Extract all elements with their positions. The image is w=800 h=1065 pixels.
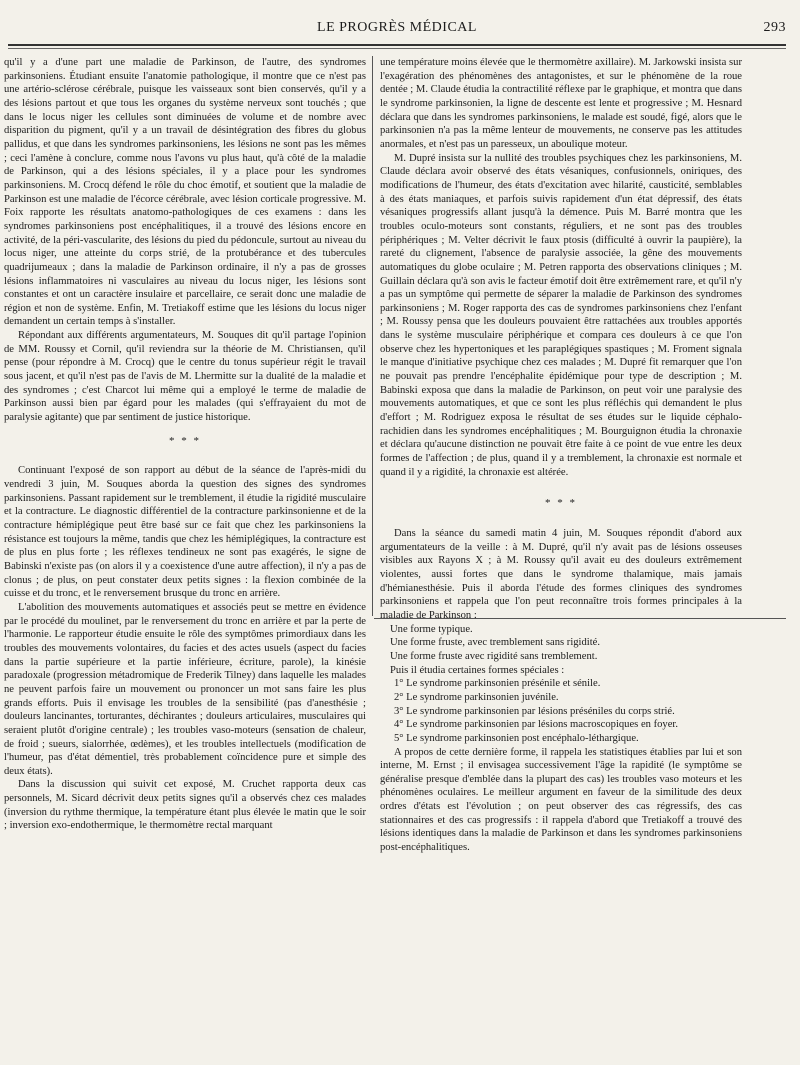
list-item: Puis il étudia certaines formes spéciales : — [390, 664, 565, 676]
journal-title: LE PROGRÈS MÉDICAL — [317, 20, 477, 35]
paragraph: qu'il y a d'une part une maladie de Parkinson, de l'autre, des syndromes parkinsoniens. Étudiant ensuite l'anatomie pathologique, il montre que ce n'est pas une artério-sclérose cérébrale, puisque les vaisseaux sont bien conservés, qu'il y a des lésions partout et que tous les organes du système nerveux sont touchés ; que dans le locus niger les cellules sont diminuées de volume et de nombre avec disparition du pigment, qu'il y a un travail de désintégration des fibres du globus pallidus, et que dans les syndromes parkinsoniens, les lésions ne sont pas les mêmes ; ceci l'amène à conclure, comme nous l'avons vu plus haut, qu'à côté de la maladie de Parkinson, qui a des lésions spéciales, il y a place pour les syndromes parkinsoniens. M. Crocq défend le rôle du choc émotif, et soutient que la maladie de Parkinson est une maladie de l'écorce cérébrale, avec lésion corticale progressive. M. Foix rapporte les résultats anatomo-pathologiques de ces examens : dans les syndromes parkinsoniens post encéphalitiques, il a trouvé des lésions encore en activité, de la péri-vascularite, des lésions du pied du pédoncule, surtout au niveau du locus niger, une atteinte du corps strié, de la protubérance et des tubercules quadrijumeaux ; dans la maladie de Parkinson ordinaire, il n'y a pas de grosses lésions inflammatoires ni vasculaires au niveau du locus niger, les lésions sont constantes et ont un caractère insulaire et parcellaire, ce serait donc une maladie de région et non de système. Enfin, M. Tretiakoff estime que les lésions du locus niger demandent un certain temps à s'installer. — [4, 57, 366, 328]
paragraph: M. Dupré insista sur la nullité des troubles psychiques chez les parkinsoniens, M. Claude déclara avoir observé des états vésaniques, confusionnels, oniriques, des modifications de l'humeur, des états d'excitation avec hilarité, causticité, semblables à des états maniaques, et parfois suivis rapidement d'un état dépressif, des états vésaniques progressifs allant jusqu'à la démence. Puis M. Barré montra que les troubles oculo-moteurs sont constants, réguliers, et ne sont pas des troubles périphériques ; M. Velter décrivit le faux ptosis (difficulté à ouvrir la paupière), la rareté du clignement, l'absence de paralysie associée, la gêne des mouvements automatiques du globe oculaire ; M. Petren rapporta des observations cliniques ; M. Guillain déclara qu'à son avis le facteur émotif doit être extrêmement rare, et qu'il n'y a pas un symptôme qui permette de séparer la maladie de Parkinson des syndromes parkinsoniens ; M. Roger rapporta des cas de syndromes parkinsoniens chez l'enfant ; M. Roussy pensa que les douleurs pouvaient être rattachées aux troubles apportés dans le système musculaire périphérique et compara ces douleurs à ce que l'on observe chez les hypertoniques et les paraplégiques spastiques ; M. Froment signala le manque d'initiative psychique chez ces malades ; M. Dupré fit remarquer que l'on ne pouvait pas prendre l'encéphalite épidémique pour type de description ; M. Babinski exposa que dans la maladie de Parkinson, on peut voir une paralysie des mouvements automatiques, et que ce sont les plus réfléchis qui demandent le plus d'effort ; M. Rodriguez exposa le résultat de ses études sur le liquide céphalo-rachidien dans les syndromes encéphalitiques ; M. Bourguignon étudia la chronaxie et déclara qu'aucune distinction ne pouvait être faite à ce point de vue entre les deux formes de l'affection ; de plus, quand il y a tremblement, la chronaxie est normale et quand il y a rigidité, la chronaxie est altérée. — [380, 152, 742, 478]
paragraph: A propos de cette dernière forme, il rappela les statistiques établies par lui et son interne, M. Ernst ; il envisagea successivement l'âge la rapidité (le symptôme se généralise presque d'emblée dans la plupart des cas) les troubles vaso moteurs et les phénomènes oculaires. Le meilleur argument en faveur de la similitude des deux ordres d'états est l'évolution ; on peut observer des cas régressifs, des cas stationnaires et des cas progressifs : il rappela d'abord que Tretiakoff a trouvé des lésions identiques dans la maladie de Parkinson et dans les syndromes parkinsoniens post-encéphalitiques. — [380, 746, 742, 854]
page-number: 293 — [763, 20, 786, 35]
list-item: 1° Le syndrome parkinsonien présénile et sénile. — [394, 678, 601, 690]
list-item: Une forme fruste, avec tremblement sans rigidité. — [390, 637, 601, 649]
list-item: 3° Le syndrome parkinsonien par lésions préséniles du corps strié. — [394, 705, 675, 717]
list-item: 4° Le syndrome parkinsonien par lésions macroscopiques en foyer. — [394, 719, 679, 731]
section-separator: * * * — [169, 434, 201, 447]
paragraph: L'abolition des mouvements automatiques et associés peut se mettre en évidence par le procédé du moulinet, par le renversement du tronc en arrière et par la perte de l'harmonie. Le rapporteur étudie ensuite le rôle des symptômes primordiaux dans les troubles des mouvements volontaires, du facies et des actes usuels (aspect du facies dans la partie supérieure et la partie inférieure, écriture, parole), la kinésie paradoxale (progression métadromique de Frederik Tilney) dans laquelle les malades ne peuvent parfois faire un mouvement ou prononcer un mot sans faire les plus grands efforts. Puis il envisage les troubles de la sensibilité (pas d'anesthésie ; douleurs lancinantes, torturantes, déchirantes ; douleurs articulaires, musculaires qui seraient plutôt d'origine centrale) ; les troubles vaso-moteurs (sensation de chaleur, de froid ; sueurs, sialorrhée, œdèmes), et les troubles intellectuels (modification de l'humeur, pas d'état démentiel, très probablement coïncidence pure et simple des deux états). — [4, 601, 366, 777]
paragraph: Continuant l'exposé de son rapport au début de la séance de l'après-midi du vendredi 3 juin, M. Souques aborda la question des signes des syndromes parkinsoniens. Passant rapidement sur le tremblement, il étudie la rigidité musculaire et la contracture. Le diagnostic différentiel de la contracture parkinsonienne et de la contracture hémiplégique peut être basé sur ce fait que chez les parkinsoniens la résistance est toujours la même, tandis que chez les hémiplégiques, la contracture est de plus en plus forte ; les réflexes tendineux ne sont pas exagérés, le signe de Babinski n'existe pas (on alors il y a coexistence d'une autre affection), il n'y a pas de clonus ; de plus, on peut constater deux petits signes : la flexion combinée de la cuisse et du tronc, et le renversement brusque du tronc en arrière. — [4, 465, 366, 600]
paragraph: Dans la séance du samedi matin 4 juin, M. Souques répondit d'abord aux argumentateurs de la veille : à M. Dupré, qu'il n'y avait pas de lésions osseuses visibles aux Rayons X ; à M. Roussy qu'il avait eu des douleurs extrêmement violentes, aussi fortes que dans le syndrome thalamique, mais jamais d'hémianesthésie. Puis il aborda l'étude des formes cliniques des syndromes parkinsoniens et rappela que l'on peut reconnaître trois formes principales à la maladie de Parkinson : — [380, 528, 742, 621]
header-rule-thin — [8, 48, 786, 49]
list-item: Une forme fruste avec rigidité sans tremblement. — [390, 650, 598, 662]
list-item: 2° Le syndrome parkinsonien juvénile. — [394, 691, 559, 703]
left-column — [4, 56, 366, 833]
header-rule — [8, 44, 786, 46]
paragraph: Répondant aux différents argumentateurs, M. Souques dit qu'il partage l'opinion de MM. Roussy et Cornil, qu'il reviendra sur la théorie de M. Christiansen, qu'il pense (pour répondre à M. Crocq) que le centre du tonus supérieur régit le travail sous jacent, et qu'il n'est pas de l'avis de M. Lhermitte sur la dualité de la maladie et des syndromes ; c'est Charcot lui même qui a employé le terme de maladie de Parkinson aussi bien par égard pour les malades (qui s'effrayaient du mot de paralysie agitante) que par sentiment de justice historique. — [4, 330, 366, 424]
list-item: Une forme typique. — [390, 623, 473, 635]
section-separator: * * * — [545, 497, 577, 510]
paragraph: une température moins élevée que le thermomètre axillaire). M. Jarkowski insista sur l'exagération des phénomènes des antagonistes, et sur le phénomène de la roue dentée ; M. Claude étudia la contractilité réflexe par le graphique, et montra que dans le syndrome parkinsonien, la ligne de descente est lente et progressive ; M. Hesnard déclara que dans les syndromes parkinsoniens, le malade est soudé, figé, alors que le parkinsonien n'a pas la même lenteur de mouvements, ne conserve pas les attitudes anormales, et n'est pas un paresseux, un aboulique moteur. — [380, 57, 742, 150]
list-item: 5° Le syndrome parkinsonien post encéphalo-léthargique. — [394, 732, 639, 744]
right-column — [380, 56, 742, 855]
page-header — [8, 18, 786, 44]
paragraph: Dans la discussion qui suivit cet exposé, M. Cruchet rapporta deux cas personnels, M. Sicard décrivit deux petits signes qu'il a observés chez ces malades (inversion du rythme thermique, la température étant plus élevée le matin que le soir ; inversion exo-endothermique, le thermomètre rectal marquant — [4, 779, 366, 832]
column-divider — [372, 56, 373, 616]
